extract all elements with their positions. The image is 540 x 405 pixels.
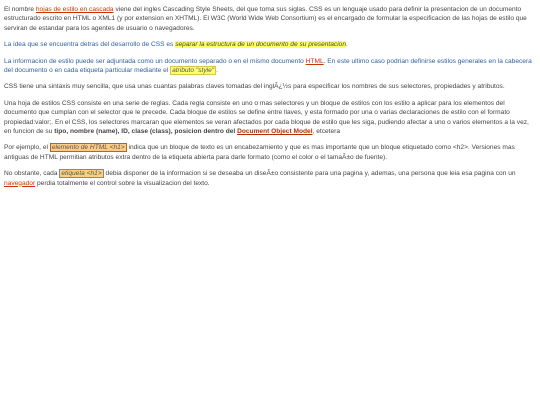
p3-highlight-style-attr: atributo "style" [172, 67, 215, 75]
document-object-model-link[interactable]: Document Object Model [237, 128, 313, 136]
p3-text-b: . En este ultimo caso podrian definirse estilos generales en la cabecera del documento o en cada etiqueta particular mediante el [4, 57, 532, 75]
p3-text-c: . [216, 67, 218, 75]
document-body [0, 0, 540, 188]
p1-text-b: viene del ingles Cascading Style Sheets, del que toma sus siglas. CSS es un lenguaje usado para definir la presentacion de un documento estructurado escrito en HTML o XML1 (y por extension en XHTML). El W3C (World Wide Web Consortium) es el encargado de formular la especificacion de las hojas de estilo que serviran de estandar para los agentes de usuario o navegadores. [4, 6, 527, 32]
p2-text-a: La idea que se encuentra detras del desarrollo de CSS es [4, 41, 176, 49]
p2-text-b: . [346, 41, 348, 49]
p6-text-b: indica que un bloque de texto es un encabezamiento y que es mas importante que un bloque etiquetado como <h2>. Versiones mas antiguas de HTML permitian atributos extra dentro de la etiqueta abierta para darle formato (como el color o el tamaÃ±o de fuente). [4, 144, 515, 161]
p4-text: CSS tiene una sintaxis muy sencilla, que usa unas cuantas palabras claves tomadas del inglÃ¿½s para especificar los nombres de sus selectores, propiedades y atributos. [4, 83, 505, 91]
p6-highlight-h1: elemento de HTML <h1> [51, 144, 125, 152]
navegador-link[interactable]: navegador [4, 179, 36, 187]
p7-highlight-h1: etiqueta <h1> [61, 170, 102, 178]
p7-text-c: perdia totalmente el control sobre la visualizacion del texto. [35, 179, 210, 187]
p6-text-a: Por ejemplo, el [4, 144, 50, 152]
p3-text-a: La informacion de estilo puede ser adjuntada como un documento separado o en el mismo documento [4, 57, 306, 65]
p5-bold-text: tipo, nombre (name), ID, clase (class), posicion dentro del [54, 128, 238, 136]
p2-highlight: separar la estructura de un documento de su presentacion [175, 41, 346, 49]
hojas-de-estilo-link[interactable]: hojas de estilo en cascada [35, 6, 114, 13]
p7-text-a: No obstante, cada [4, 170, 60, 178]
p5-text-b: , etcetera [312, 128, 341, 136]
paragraph-6 [4, 143, 536, 162]
paragraph-3 [4, 57, 536, 76]
paragraph-1 [4, 5, 536, 33]
paragraph-2 [4, 40, 536, 49]
paragraph-5 [4, 99, 536, 137]
p7-text-b: debia disponer de la informacion si se deseaba un diseÃ±o consistente para una pagina y, ademas, una persona que leia esa pagina con un [103, 170, 516, 178]
paragraph-4 [4, 82, 536, 91]
p5-text-a: Una hoja de estilos CSS consiste en una serie de reglas. Cada regla consiste en uno o mas selectores y un bloque de estilos con los estilo a aplicar para los elementos del documento que cumplan con el selector que le precede. Cada bloque de estilos se define entre llaves, y esta formado por una o varias declaraciones de estilo con el formato propiedad:valor;. En el CSS, los selectores marcaran que elementos se veran afectados por cada bloque de estilo que les siga, pudiendo afectar a uno o varios elementos a la vez, en funcion de su [4, 99, 529, 136]
p1-text-a: El nombre [4, 6, 36, 13]
paragraph-7 [4, 169, 536, 188]
html-link[interactable]: HTML [305, 57, 324, 65]
